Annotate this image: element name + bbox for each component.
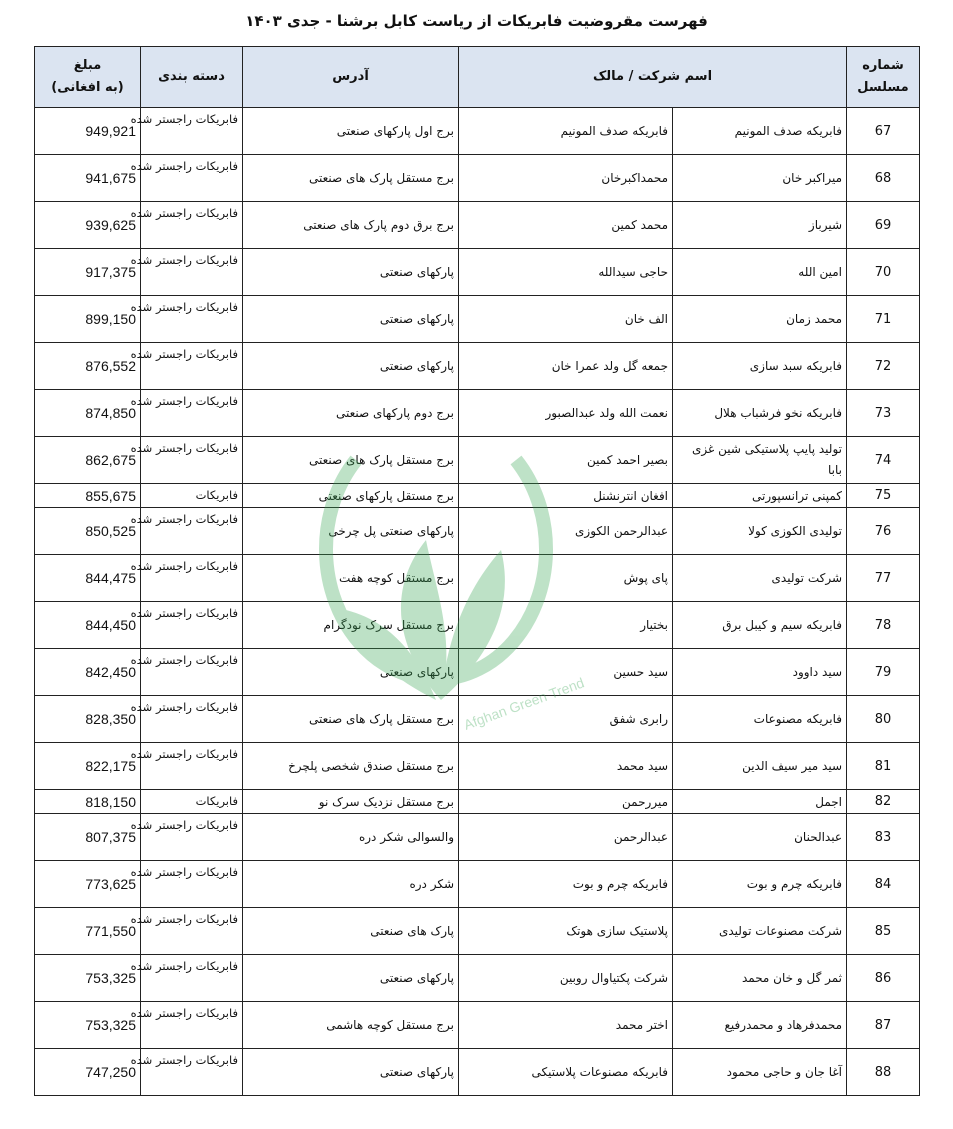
cell-company: تولید پایپ پلاستیکی شین غزی بابا (673, 437, 847, 484)
cell-address: برج برق دوم پارک های صنعتی (243, 202, 459, 249)
cell-company: محمد زمان (673, 296, 847, 343)
cell-serial: 75 (847, 484, 920, 508)
cell-address: برج دوم پارکهای صنعتی (243, 390, 459, 437)
cell-owner: پلاستیک سازی هوتک (459, 908, 673, 955)
table-row (35, 484, 920, 508)
cell-owner: شرکت پکتیاوال روبین (459, 955, 673, 1002)
cell-company: محمدفرهاد و محمدرفیع (673, 1002, 847, 1049)
cell-category: فابریکات راجستر شده (141, 743, 243, 790)
cell-serial: 70 (847, 249, 920, 296)
cell-company: آغا جان و حاجی محمود (673, 1049, 847, 1096)
cell-category: فابریکات راجستر شده (141, 390, 243, 437)
cell-company: سید داوود (673, 649, 847, 696)
cell-owner: اختر محمد (459, 1002, 673, 1049)
cell-address: پارک های صنعتی (243, 908, 459, 955)
cell-serial: 87 (847, 1002, 920, 1049)
cell-serial: 74 (847, 437, 920, 484)
cell-address: پارکهای صنعتی پل چرخی (243, 508, 459, 555)
cell-amount: 753,325 (35, 955, 141, 1002)
cell-address: والسوالی شکر دره (243, 814, 459, 861)
cell-amount: 876,552 (35, 343, 141, 390)
cell-category: فابریکات راجستر شده (141, 202, 243, 249)
cell-company: عبدالحنان (673, 814, 847, 861)
cell-address: برج مستقل پارک های صنعتی (243, 155, 459, 202)
table-row (35, 743, 920, 790)
cell-amount: 941,675 (35, 155, 141, 202)
cell-owner: عبدالرحمن الکوزی (459, 508, 673, 555)
cell-amount: 862,675 (35, 437, 141, 484)
cell-category: فابریکات راجستر شده (141, 814, 243, 861)
cell-company: فابریکه صدف المونیم (673, 108, 847, 155)
document-title: فهرست مقروضیت فابریکات از ریاست کابل برشنا - جدی ۱۴۰۳ (245, 12, 708, 30)
table-row (35, 861, 920, 908)
header-category: دسته بندی (141, 47, 243, 108)
cell-company: فابریکه سبد سازی (673, 343, 847, 390)
cell-owner: فابریکه صدف المونیم (459, 108, 673, 155)
cell-owner: بصیر احمد کمین (459, 437, 673, 484)
cell-owner: عبدالرحمن (459, 814, 673, 861)
cell-amount: 939,625 (35, 202, 141, 249)
cell-company: فابریکه سیم و کیبل برق (673, 602, 847, 649)
cell-serial: 78 (847, 602, 920, 649)
cell-address: پارکهای صنعتی (243, 955, 459, 1002)
cell-category: فابریکات راجستر شده (141, 1002, 243, 1049)
table-row (35, 814, 920, 861)
table-row (35, 1002, 920, 1049)
cell-amount: 844,450 (35, 602, 141, 649)
cell-amount: 818,150 (35, 790, 141, 814)
cell-company: تولیدی الکوزی کولا (673, 508, 847, 555)
cell-company: ثمر گل و خان محمد (673, 955, 847, 1002)
cell-owner: میررحمن (459, 790, 673, 814)
cell-address: برج مستقل صندق شخصی پلچرخ (243, 743, 459, 790)
cell-address: پارکهای صنعتی (243, 343, 459, 390)
cell-category: فابریکات راجستر شده (141, 437, 243, 484)
cell-category: فابریکات راجستر شده (141, 155, 243, 202)
cell-serial: 83 (847, 814, 920, 861)
table-row (35, 437, 920, 484)
cell-address: پارکهای صنعتی (243, 249, 459, 296)
cell-owner: حاجی سیدالله (459, 249, 673, 296)
cell-address: برج مستقل کوچه هفت (243, 555, 459, 602)
watermark-brand-text: Afghan Green Trend (461, 674, 587, 733)
cell-serial: 84 (847, 861, 920, 908)
cell-owner: پای پوش (459, 555, 673, 602)
table-row (35, 908, 920, 955)
cell-serial: 86 (847, 955, 920, 1002)
cell-category: فابریکات راجستر شده (141, 649, 243, 696)
cell-serial: 71 (847, 296, 920, 343)
cell-category: فابریکات راجستر شده (141, 108, 243, 155)
cell-serial: 77 (847, 555, 920, 602)
cell-amount: 844,475 (35, 555, 141, 602)
header-serial: شماره مسلسل (847, 47, 920, 108)
cell-category: فابریکات راجستر شده (141, 955, 243, 1002)
cell-serial: 68 (847, 155, 920, 202)
table-row (35, 155, 920, 202)
cell-amount: 822,175 (35, 743, 141, 790)
cell-category: فابریکات راجستر شده (141, 555, 243, 602)
cell-owner: بختیار (459, 602, 673, 649)
header-amount (35, 47, 141, 108)
table-body (35, 108, 920, 1096)
cell-serial: 85 (847, 908, 920, 955)
table-row (35, 202, 920, 249)
header-company: اسم شرکت / مالک (459, 47, 847, 108)
cell-company: امین الله (673, 249, 847, 296)
cell-owner: سید حسین (459, 649, 673, 696)
cell-address: پارکهای صنعتی (243, 1049, 459, 1096)
cell-category: فابریکات راجستر شده (141, 249, 243, 296)
cell-company: کمپنی ترانسپورتی (673, 484, 847, 508)
table-row (35, 555, 920, 602)
cell-amount: 855,675 (35, 484, 141, 508)
cell-serial: 79 (847, 649, 920, 696)
cell-company: فابریکه چرم و بوت (673, 861, 847, 908)
cell-category: فابریکات راجستر شده (141, 508, 243, 555)
cell-serial: 72 (847, 343, 920, 390)
cell-address: برج مستقل نزدیک سرک نو (243, 790, 459, 814)
cell-serial: 80 (847, 696, 920, 743)
table-row (35, 508, 920, 555)
table-row (35, 1049, 920, 1096)
cell-owner: محمداکبرخان (459, 155, 673, 202)
debt-table (34, 46, 920, 1096)
header-amount-unit: (به افغانی) (51, 80, 124, 95)
cell-owner: محمد کمین (459, 202, 673, 249)
cell-category: فابریکات راجستر شده (141, 296, 243, 343)
cell-company: سید میر سیف الدین (673, 743, 847, 790)
cell-amount: 773,625 (35, 861, 141, 908)
cell-address: پارکهای صنعتی (243, 296, 459, 343)
cell-company: فابریکه مصنوعات (673, 696, 847, 743)
cell-serial: 81 (847, 743, 920, 790)
table-row (35, 108, 920, 155)
cell-owner: رابری شفق (459, 696, 673, 743)
cell-address: پارکهای صنعتی (243, 649, 459, 696)
table-header-row (35, 47, 920, 108)
cell-owner: سید محمد (459, 743, 673, 790)
cell-owner: جمعه گل ولد عمرا خان (459, 343, 673, 390)
table-row (35, 955, 920, 1002)
cell-amount: 949,921 (35, 108, 141, 155)
header-amount-label: مبلغ (73, 58, 102, 73)
cell-category: فابریکات راجستر شده (141, 1049, 243, 1096)
cell-address: برج مستقل پارک های صنعتی (243, 696, 459, 743)
cell-category: فابریکات راجستر شده (141, 696, 243, 743)
cell-amount: 807,375 (35, 814, 141, 861)
cell-owner: فابریکه مصنوعات پلاستیکی (459, 1049, 673, 1096)
cell-amount: 842,450 (35, 649, 141, 696)
cell-owner: نعمت الله ولد عبدالصبور (459, 390, 673, 437)
cell-amount: 753,325 (35, 1002, 141, 1049)
cell-owner: الف خان (459, 296, 673, 343)
cell-amount: 917,375 (35, 249, 141, 296)
cell-serial: 73 (847, 390, 920, 437)
cell-address: برج مستقل سرک نودگرام (243, 602, 459, 649)
cell-category: فابریکات (141, 484, 243, 508)
cell-company: اجمل (673, 790, 847, 814)
cell-amount: 828,350 (35, 696, 141, 743)
cell-serial: 67 (847, 108, 920, 155)
cell-category: فابریکات راجستر شده (141, 861, 243, 908)
cell-address: شکر دره (243, 861, 459, 908)
cell-company: شیرباز (673, 202, 847, 249)
table-row (35, 249, 920, 296)
cell-address: برج مستقل پارکهای صنعتی (243, 484, 459, 508)
cell-address: برج مستقل کوچه هاشمی (243, 1002, 459, 1049)
cell-serial: 69 (847, 202, 920, 249)
cell-amount: 747,250 (35, 1049, 141, 1096)
table-row (35, 790, 920, 814)
cell-company: میراکبر خان (673, 155, 847, 202)
cell-owner: افغان انترنشنل (459, 484, 673, 508)
table-row (35, 649, 920, 696)
cell-category: فابریکات راجستر شده (141, 602, 243, 649)
cell-category: فابریکات راجستر شده (141, 343, 243, 390)
cell-company: شرکت تولیدی (673, 555, 847, 602)
cell-serial: 82 (847, 790, 920, 814)
table-row (35, 696, 920, 743)
cell-company: شرکت مصنوعات تولیدی (673, 908, 847, 955)
table-row (35, 343, 920, 390)
cell-serial: 88 (847, 1049, 920, 1096)
cell-amount: 874,850 (35, 390, 141, 437)
header-address: آدرس (243, 47, 459, 108)
table-row (35, 390, 920, 437)
cell-serial: 76 (847, 508, 920, 555)
cell-address: برج اول پارکهای صنعتی (243, 108, 459, 155)
cell-owner: فابریکه چرم و بوت (459, 861, 673, 908)
cell-company: فابریکه نخو فرشباب هلال (673, 390, 847, 437)
cell-amount: 771,550 (35, 908, 141, 955)
table-row (35, 602, 920, 649)
cell-category: فابریکات راجستر شده (141, 908, 243, 955)
cell-category: فابریکات (141, 790, 243, 814)
cell-amount: 899,150 (35, 296, 141, 343)
table-row (35, 296, 920, 343)
cell-amount: 850,525 (35, 508, 141, 555)
cell-address: برج مستقل پارک های صنعتی (243, 437, 459, 484)
